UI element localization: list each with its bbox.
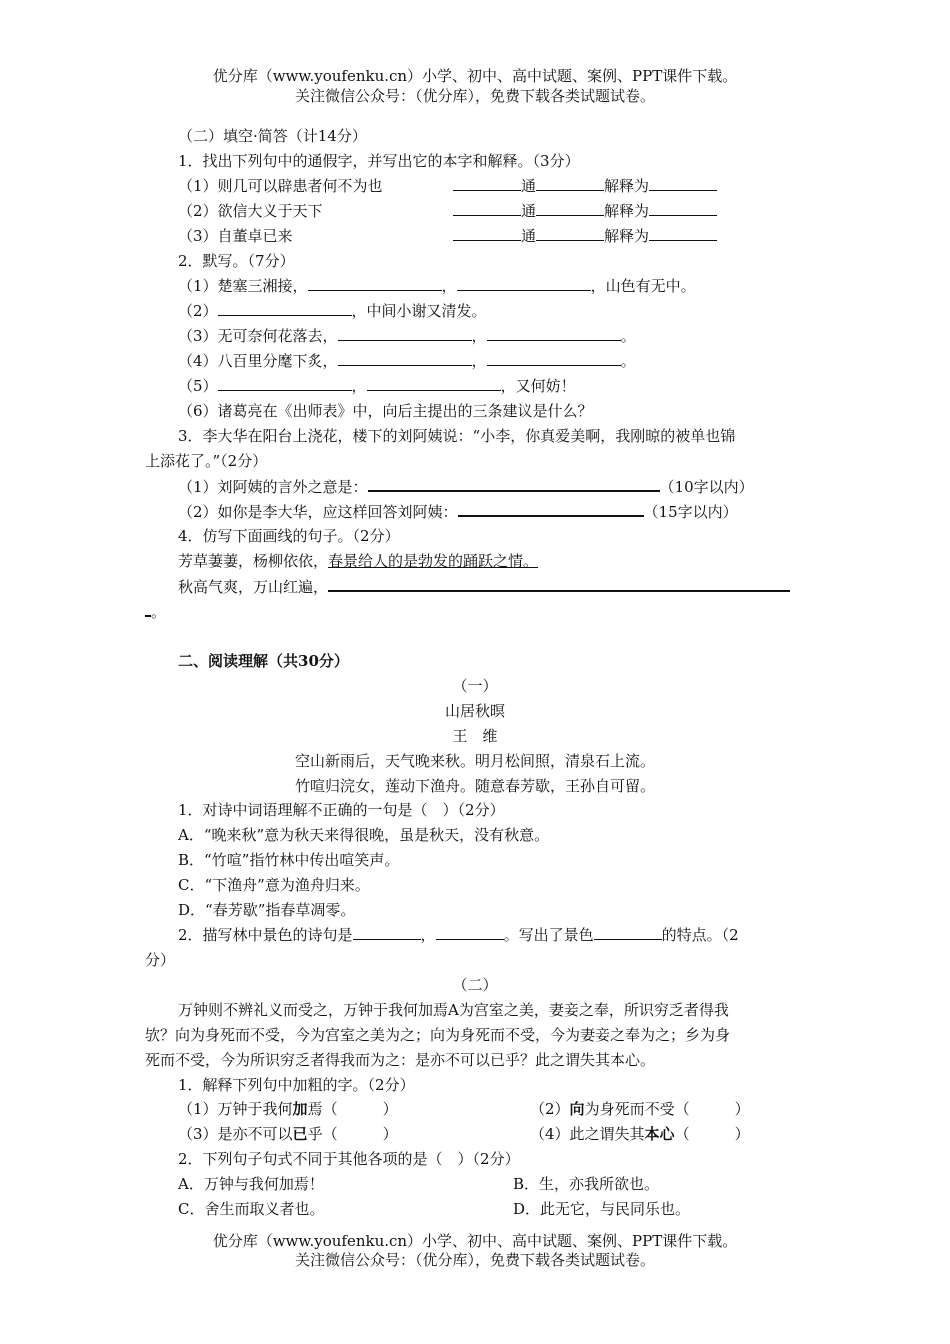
q2-line-3	[178, 326, 636, 346]
q2-line-1-a: （1）楚塞三湘接，	[178, 277, 308, 295]
reading-title: 二、阅读理解（共30分）	[178, 652, 349, 670]
blank[interactable]	[218, 376, 352, 391]
q3-answer-1	[178, 476, 754, 497]
blank[interactable]	[218, 301, 352, 316]
tong-label: 通	[521, 227, 537, 245]
item-4-c: （ ）	[674, 1125, 750, 1143]
jieshi-label: 解释为	[604, 227, 650, 245]
q4-example-underlined: 春景给人的是勃发的踊跃之情。	[328, 552, 539, 570]
header-line-1: 优分库（www.youfenku.cn）小学、初中、高中试题、案例、PPT课件下载。	[212, 67, 738, 85]
part1-q2	[178, 925, 739, 945]
item-2-c: 为身死而不受（ ）	[584, 1100, 750, 1118]
item-1-bold: 加	[292, 1100, 308, 1118]
part1-q2-d: 的特点。（2	[661, 926, 739, 944]
q4-stem: 4．仿写下面画线的句子。（2分）	[178, 527, 400, 545]
q4-end	[145, 601, 166, 622]
tong-label: 通	[521, 177, 537, 195]
part2-item-3	[178, 1124, 398, 1144]
q2-line-4-b: ，	[471, 352, 487, 370]
poem-line-2: 竹喧归浣女，莲动下渔舟。随意春芳歇，王孙自可留。	[294, 777, 655, 795]
item-2-a: （2）	[530, 1100, 570, 1118]
q2-line-3-a: （3）无可奈何花落去，	[178, 327, 338, 345]
q1-item-2-text: （2）欲信大义于天下	[178, 202, 323, 220]
blank[interactable]	[536, 226, 604, 241]
part1-q1: 1．对诗中词语理解不正确的一句是（ ）（2分）	[178, 801, 505, 819]
part1-q2-a: 2．描写林中景色的诗句是	[178, 926, 353, 944]
q2-line-4-a: （4）八百里分麾下炙，	[178, 352, 338, 370]
q1-item-3-text: （3）自董卓已来	[178, 227, 293, 245]
q4-example-a: 芳草萋萋，杨柳依依，	[178, 552, 329, 570]
q2-line-2	[178, 301, 487, 321]
part1-label: （一）	[452, 677, 498, 695]
blank[interactable]	[649, 226, 717, 241]
blank[interactable]	[649, 201, 717, 216]
blank[interactable]	[367, 376, 501, 391]
part2-item-1	[178, 1099, 398, 1119]
footer-line-2: 关注微信公众号：（优分库），免费下载各类试题试卷。	[294, 1251, 655, 1269]
q2-stem: 2．默写。（7分）	[178, 252, 295, 270]
q2-line-1	[178, 276, 696, 296]
item-3-a: （3）是亦不可以	[178, 1125, 293, 1143]
part1-q2-end: 分）	[145, 951, 176, 969]
answer-blank[interactable]	[458, 501, 644, 517]
item-3-bold: 已	[292, 1125, 308, 1143]
q3-stem-2: 上添花了。”（2分）	[145, 452, 268, 470]
q2-line-6: （6）诸葛亮在《出师表》中，向后主提出的三条建议是什么？	[178, 402, 593, 420]
part1-option-d[interactable]: D．“春芳歇”指春草凋零。	[178, 901, 356, 919]
passage-line-2: 欤？向为身死而不受，今为宫室之美为之；向为身死而不受，今为妻妾之奉为之；乡为身	[145, 1026, 731, 1044]
section-title: （二）填空·简答（计14分）	[178, 127, 367, 145]
q2-line-2-a: （2）	[178, 302, 218, 320]
blank[interactable]	[457, 276, 591, 291]
blank[interactable]	[453, 176, 521, 191]
q2-line-1-b: ，	[441, 277, 457, 295]
q4-write-line	[178, 576, 790, 597]
part1-option-b[interactable]: B．“竹喧”指竹林中传出喧笑声。	[178, 851, 400, 869]
blank[interactable]	[536, 201, 604, 216]
part2-item-4	[530, 1124, 750, 1144]
blank[interactable]	[649, 176, 717, 191]
q4-write-label: 秋高气爽，万山红遍，	[178, 578, 329, 596]
part1-option-c[interactable]: C．“下渔舟”意为渔舟归来。	[178, 876, 370, 894]
tong-label: 通	[521, 202, 537, 220]
blank[interactable]	[353, 925, 421, 940]
q2-line-5-b: ，	[351, 377, 367, 395]
part2-option-b[interactable]: B．生，亦我所欲也。	[513, 1175, 660, 1193]
q3-answer-1-label: （1）刘阿姨的言外之意是：	[178, 478, 368, 496]
q2-line-2-b: ，中间小谢又清发。	[351, 302, 487, 320]
item-2-bold: 向	[569, 1100, 585, 1118]
part2-q1: 1．解释下列句中加粗的字。（2分）	[178, 1076, 415, 1094]
q1-item-3-blanks	[453, 226, 717, 246]
q3-answer-2-label: （2）如你是李大华，应这样回答刘阿姨：	[178, 503, 458, 521]
q3-answer-2-note: （15字以内）	[643, 503, 738, 521]
footer-line-1: 优分库（www.youfenku.cn）小学、初中、高中试题、案例、PPT课件下载。	[212, 1232, 738, 1250]
q2-line-4-c: 。	[620, 352, 636, 370]
jieshi-label: 解释为	[604, 202, 650, 220]
q2-line-5-a: （5）	[178, 377, 218, 395]
q2-line-1-c: ，山色有无中。	[590, 277, 696, 295]
item-3-c: 乎（ ）	[307, 1125, 398, 1143]
blank[interactable]	[487, 351, 621, 366]
q1-item-2-blanks	[453, 201, 717, 221]
item-4-a: （4）此之谓失其	[530, 1125, 645, 1143]
poem-line-1: 空山新雨后，天气晚来秋。明月松间照，清泉石上流。	[294, 752, 655, 770]
poem-author: 王 维	[452, 727, 498, 745]
q1-item-1-text: （1）则几可以辟患者何不为也	[178, 177, 383, 195]
blank[interactable]	[338, 351, 472, 366]
poem-title: 山居秋暝	[444, 702, 505, 720]
q3-answer-2	[178, 501, 738, 522]
q1-item-1-blanks	[453, 176, 717, 196]
q2-line-3-b: ，	[471, 327, 487, 345]
part2-option-c[interactable]: C．舍生而取义者也。	[178, 1200, 325, 1218]
q2-line-3-c: 。	[620, 327, 636, 345]
q2-line-5-c: ，又何妨！	[500, 377, 576, 395]
answer-blank[interactable]	[328, 576, 790, 592]
blank[interactable]	[308, 276, 442, 291]
q2-line-5	[178, 376, 576, 396]
item-4-bold: 本心	[644, 1125, 675, 1143]
blank[interactable]	[487, 326, 621, 341]
part2-item-2	[530, 1099, 750, 1119]
part2-label: （二）	[452, 976, 498, 994]
item-1-c: 焉（ ）	[307, 1100, 398, 1118]
q3-answer-1-note: （10字以内）	[659, 478, 754, 496]
part2-option-d[interactable]: D．此无它，与民同乐也。	[513, 1200, 691, 1218]
answer-blank[interactable]	[368, 476, 660, 492]
part1-q2-b: ，	[420, 926, 436, 944]
blank[interactable]	[453, 201, 521, 216]
q4-example	[178, 551, 538, 571]
part1-option-a[interactable]: A．“晚来秋”意为秋天来得很晚，虽是秋天，没有秋意。	[178, 826, 550, 844]
passage-line-3: 死而不受，今为所识穷乏者得我而为之：是亦不可以已乎？此之谓失其本心。	[145, 1051, 656, 1069]
part2-option-a[interactable]: A．万钟与我何加焉！	[178, 1175, 324, 1193]
part2-q2: 2．下列句子句式不同于其他各项的是（ ）（2分）	[178, 1150, 520, 1168]
blank[interactable]	[536, 176, 604, 191]
header-line-2: 关注微信公众号：（优分库），免费下载各类试题试卷。	[294, 87, 655, 105]
blank[interactable]	[338, 326, 472, 341]
blank[interactable]	[453, 226, 521, 241]
passage-line-1: 万钟则不辨礼义而受之，万钟于我何加焉A为宫室之美，妻妾之奉，所识穷乏者得我	[178, 1001, 729, 1019]
blank[interactable]	[436, 925, 504, 940]
q2-line-4	[178, 351, 636, 371]
jieshi-label: 解释为	[604, 177, 650, 195]
q4-end-mark: 。	[151, 603, 167, 621]
part1-q2-c: 。写出了景色	[503, 926, 594, 944]
blank[interactable]	[594, 925, 662, 940]
q3-stem-1: 3．李大华在阳台上浇花，楼下的刘阿姨说：“小李，你真爱美啊，我刚晾的被单也锦	[178, 427, 736, 445]
q1-stem: 1．找出下列句中的通假字，并写出它的本字和解释。（3分）	[178, 152, 580, 170]
item-1-a: （1）万钟于我何	[178, 1100, 293, 1118]
